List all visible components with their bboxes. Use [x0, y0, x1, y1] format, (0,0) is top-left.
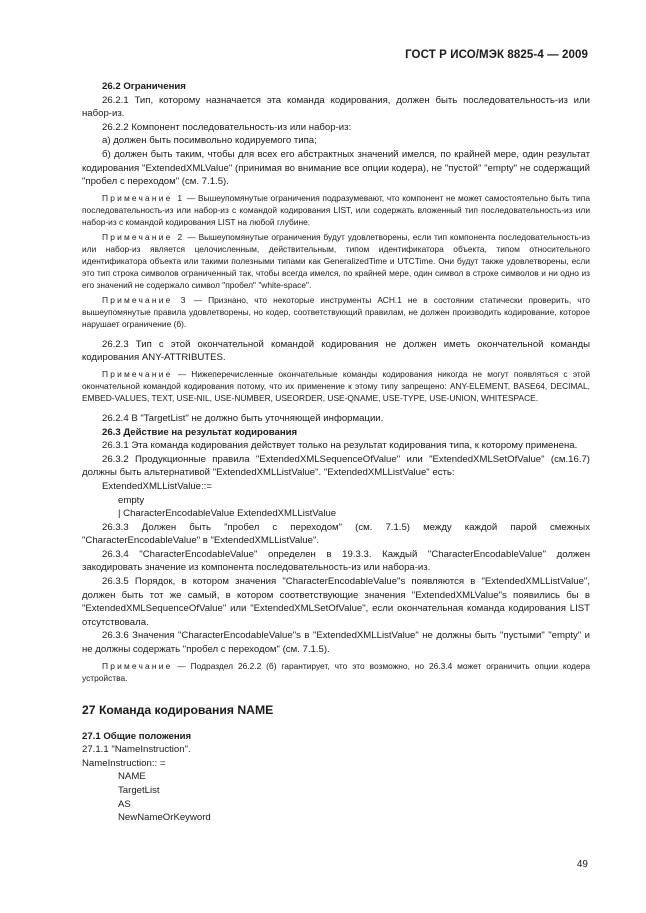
paragraph-text: 26.3.5 Порядок, в котором значения "CharacterEncodableValue"s появляются в "ExtendedXMLListValue", должен быть тот же самый, в котором соответствующие значения "ExtendedXMLValue"s появились бы в "ExtendedXMLSequenceOfValue" или "ExtendedXMLSetOfValue", если окончательная команда кодирования LIST отсутствовала. — [82, 576, 590, 628]
note-label: Примечание 1 — [102, 192, 185, 203]
text-paragraph — [82, 629, 590, 656]
paragraph-text: — Подраздел 26.2.2 (б) гарантирует, что это возможно, но 26.3.4 может ограничить опции кодера устройства. — [82, 660, 590, 683]
paragraph-text: 26.2.4 В "TargetList" не должно быть уточняющей информации. — [102, 412, 384, 424]
text-paragraph — [82, 338, 590, 365]
paragraph-text: NewNameOrKeyword — [118, 812, 211, 824]
paragraph-text: 26.3.6 Значения "CharacterEncodableValue"s в "ExtendedXMLListValue" не должны быть "пустыми" "empty" и не должны содержать "пробел с переходом" (см. 7.1.5). — [82, 630, 590, 656]
text-paragraph — [82, 548, 590, 575]
text-paragraph — [82, 453, 590, 480]
text-paragraph — [82, 94, 590, 121]
document-body — [82, 80, 590, 825]
paragraph-text: | CharacterEncodableValue ExtendedXMLListValue — [118, 508, 337, 520]
note-label: Примечание — [102, 660, 173, 671]
paragraph-text: — Вышеупомянутые ограничения подразумевают, что компонент не может самостоятельно быть типа последовательность-из или набор-из с командой кодирования LIST, или содержать вложенный тип последовательность-из или набор-из с командой кодирования LIST на любой глубине. — [82, 192, 590, 227]
text-paragraph — [82, 412, 590, 426]
subsection-heading — [82, 80, 590, 94]
page-number: 49 — [576, 859, 588, 870]
note-paragraph — [82, 660, 590, 684]
paragraph-text: 26.2.2 Компонент последовательность-из или набор-из: — [102, 121, 352, 133]
text-paragraph — [82, 121, 590, 135]
paragraph-text: — Признано, что некоторые инструменты АСН.1 не в состоянии статически проверить, что вышеупомянутые правила удовлетворены, но кодер, соответствующий правилам, не должен производить кодирование, которое нарушает ограничение (б). — [82, 294, 590, 329]
text-paragraph — [82, 743, 590, 757]
text-paragraph — [82, 494, 590, 508]
paragraph-text: ExtendedXMLListValue::= — [102, 480, 212, 492]
paragraph-text: 26.3 Действие на результат кодирования — [102, 426, 298, 438]
subsection-heading — [82, 426, 590, 440]
paragraph-text: 26.2.1 Тип, которому назначается эта команда кодирования, должен быть последовательность-из или набор-из. — [82, 94, 590, 120]
paragraph-text: а) должен быть посимвольно кодируемого типа; — [102, 135, 317, 147]
paragraph-text: 26.3.3 Должен быть "пробел с переходом" (см. 7.1.5) между каждой парой смежных "CharacterEncodableValue" в "ExtendedXMLListValue". — [82, 521, 590, 547]
note-label: Примечание 2 — [102, 231, 185, 242]
note-paragraph — [82, 192, 590, 228]
section-heading — [82, 702, 590, 718]
paragraph-text: 27 Команда кодирования NAME — [82, 702, 274, 717]
paragraph-text: 26.3.2 Продукционные правила "ExtendedXMLSequenceOfValue" или "ExtendedXMLSetOfValue" (см.16.7) должны быть альтернативой "ExtendedXMLListValue". "ExtendedXMLListValue" есть: — [82, 453, 590, 479]
text-paragraph — [82, 575, 590, 629]
note-label: Примечание 3 — [102, 294, 188, 305]
page-header: ГОСТ Р ИСО/МЭК 8825-4 — 2009 — [405, 49, 588, 61]
paragraph-text: 27.1.1 "NameInstruction". — [82, 744, 191, 756]
paragraph-text: 26.2 Ограничения — [102, 81, 186, 92]
note-label: Примечание — [102, 368, 173, 379]
note-paragraph — [82, 294, 590, 330]
paragraph-text: — Вышеупомянутые ограничения будут удовлетворены, если тип компонента последовательность-из или набор-из является целочисленным, действительным, типом идентификатора объекта, типом относительного идентификатора объекта или такими полезными типами как GeneralizedTime и UTCTime. Они будут также удовлетворены, если это тип строка символов ограниченный так, чтобы всегда имелся, по крайней мере, один символ в строке символов и ни одно из его значений не содержало символ "пробел" "white-space". — [82, 231, 590, 290]
note-paragraph — [82, 368, 590, 404]
paragraph-text: 27.1 Общие положения — [82, 730, 192, 742]
paragraph-text: б) должен быть таким, чтобы для всех его абстрактных значений имелся, по крайней мере, один результат кодирования "ExtendedXMLValue" (принимая во внимание все опции кодера), не "пустой" "empty" не содержащий "пробел с переходом" (см. 7.1.5). — [82, 148, 590, 188]
subsection-heading — [82, 730, 590, 744]
paragraph-text: TargetList — [118, 785, 160, 796]
text-paragraph — [82, 507, 590, 521]
text-paragraph — [82, 134, 590, 148]
paragraph-text: 26.2.3 Тип с этой окончательной командой кодирования не должен иметь окончательной команды кодирования ANY-ATTRIBUTES. — [82, 338, 590, 364]
text-paragraph — [82, 148, 590, 189]
paragraph-text: — Нижеперечисленные окончательные команды кодирования никогда не могут появляться с этой окончательной командой кодирования потому, что их применение к этому типу запрещено: ANY-ELEMENT, BASE64, DECIMAL, EMBED-VALUES, TEXT, USE-NIL, USE-NUMBER, USEORDER, USE-QNAME, USE-TYPE, USE-UNION, WHITESPACE. — [82, 368, 590, 403]
paragraph-text: NAME — [118, 771, 146, 783]
paragraph-text: AS — [118, 798, 131, 810]
note-paragraph — [82, 231, 590, 291]
text-paragraph — [82, 811, 590, 825]
paragraph-text: NameInstruction:: = — [82, 757, 166, 769]
text-paragraph — [82, 784, 590, 798]
paragraph-text: 26.3.4 "CharacterEncodableValue" определен в 19.3.3. Каждый "CharacterEncodableValue" должен закодировать значение из компонента последовательность-из или набора-из. — [82, 548, 590, 574]
text-paragraph — [82, 770, 590, 784]
paragraph-text: 26.3.1 Эта команда кодирования действует только на результат кодирования типа, к которому применена. — [102, 440, 578, 452]
text-paragraph — [82, 439, 590, 453]
text-paragraph — [82, 480, 590, 494]
text-paragraph — [82, 521, 590, 548]
text-paragraph — [82, 798, 590, 812]
text-paragraph — [82, 757, 590, 771]
paragraph-text: empty — [118, 494, 145, 506]
